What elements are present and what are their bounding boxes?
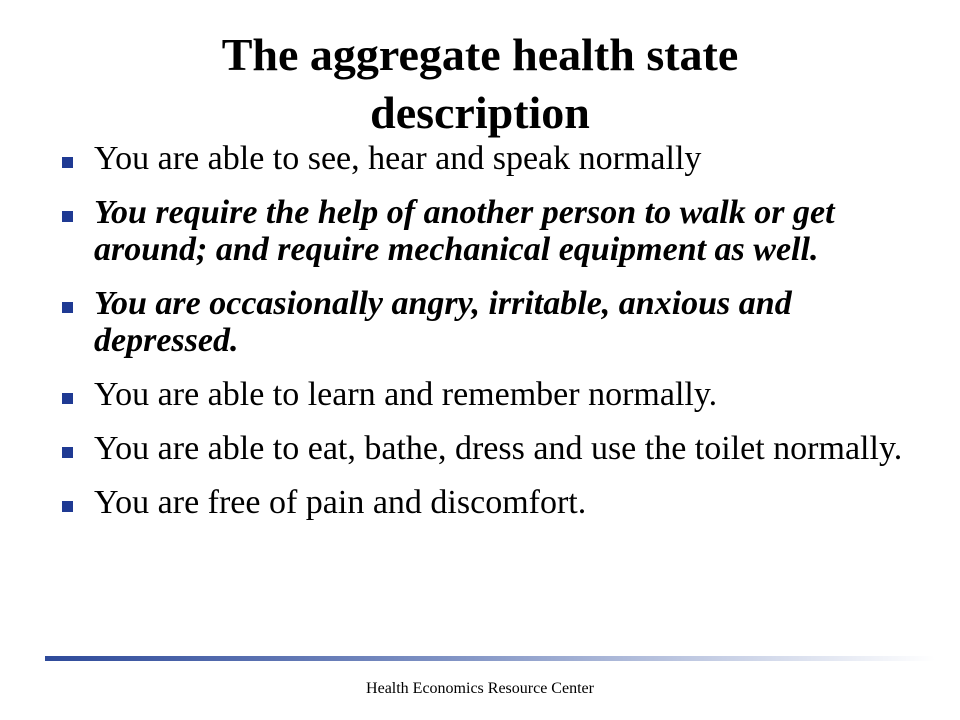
bullet-list bbox=[62, 140, 922, 538]
bullet-item bbox=[62, 376, 922, 413]
bullet-text: You are occasionally angry, irritable, anxious and depressed. bbox=[94, 285, 792, 359]
square-bullet-icon bbox=[62, 302, 73, 313]
bullet-item bbox=[62, 285, 922, 359]
bullet-text: You require the help of another person to walk or get around; and require mechanical equipment as well. bbox=[94, 194, 835, 268]
bullet-text: You are able to eat, bathe, dress and use the toilet normally. bbox=[94, 430, 903, 467]
bullet-text: You are free of pain and discomfort. bbox=[94, 484, 587, 521]
square-bullet-icon bbox=[62, 501, 73, 512]
bullet-item bbox=[62, 430, 922, 467]
square-bullet-icon bbox=[62, 211, 73, 222]
slide-title: The aggregate health state description bbox=[221, 29, 739, 138]
square-bullet-icon bbox=[62, 393, 73, 404]
bullet-text: You are able to see, hear and speak normally bbox=[94, 140, 702, 177]
footer-text: Health Economics Resource Center bbox=[366, 680, 594, 697]
bullet-text: You are able to learn and remember normally. bbox=[94, 376, 718, 413]
footer-divider bbox=[45, 656, 935, 661]
square-bullet-icon bbox=[62, 447, 73, 458]
bullet-item bbox=[62, 194, 922, 268]
bullet-item bbox=[62, 140, 922, 177]
bullet-item bbox=[62, 484, 922, 521]
square-bullet-icon bbox=[62, 157, 73, 168]
